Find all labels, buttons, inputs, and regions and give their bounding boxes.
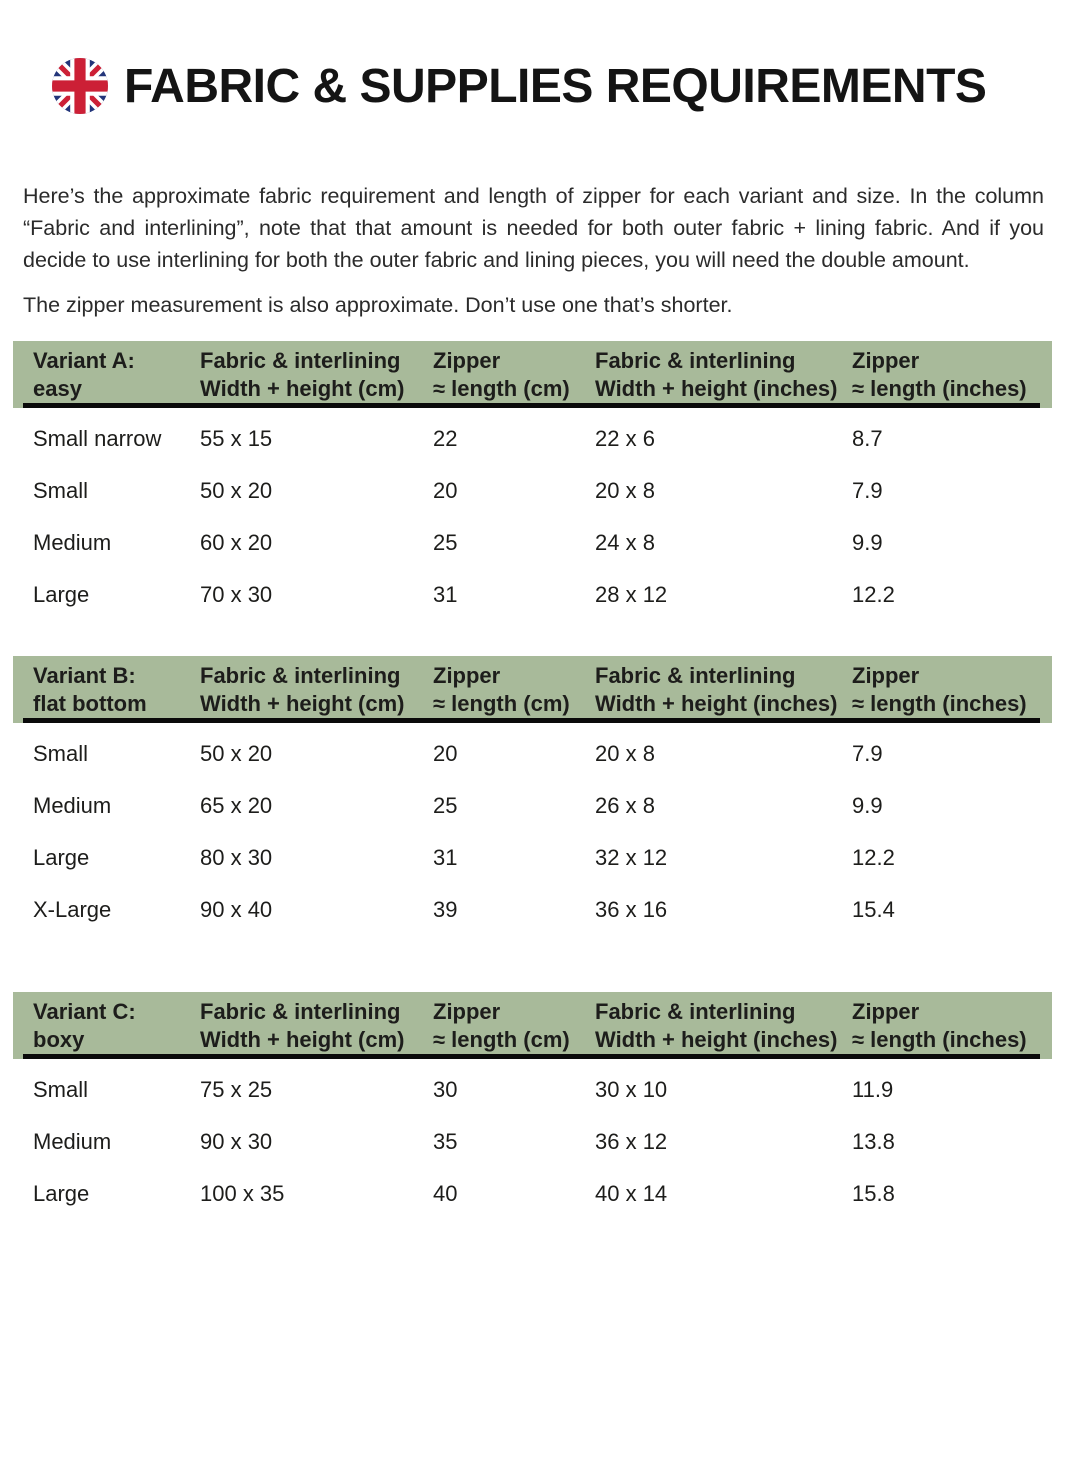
zipper-inches-header — [852, 347, 1052, 403]
zipper-cm-cell: 39 — [433, 897, 458, 922]
header-line: Fabric & interlining — [595, 348, 796, 373]
header-line: Width + height (cm) — [200, 376, 405, 401]
size-cell: Large — [33, 1181, 90, 1206]
header-line: Zipper — [852, 999, 920, 1024]
variant-name: Variant B: — [33, 663, 136, 688]
header-line: Fabric & interlining — [595, 999, 796, 1024]
header-line: ≈ length (inches) — [852, 691, 1027, 716]
zipper-cm-cell: 22 — [433, 426, 458, 451]
table-row — [13, 465, 1052, 517]
fabric-inches-cell: 26 x 8 — [595, 793, 655, 818]
variant-style: boxy — [33, 1027, 85, 1052]
table-row — [13, 1168, 1052, 1220]
zipper-cm-cell: 35 — [433, 1129, 458, 1154]
intro-text — [23, 180, 1044, 321]
header-line: Width + height (inches) — [595, 1027, 838, 1052]
zipper-cm-cell: 31 — [433, 845, 458, 870]
header-line: Width + height (cm) — [200, 1027, 405, 1052]
zipper-inches-cell: 12.2 — [852, 845, 895, 870]
header-line: Width + height (cm) — [200, 691, 405, 716]
header-line: Zipper — [852, 663, 920, 688]
size-cell: Small — [33, 1077, 89, 1102]
fabric-inches-cell: 24 x 8 — [595, 530, 655, 555]
size-cell: Large — [33, 845, 90, 870]
intro-paragraph-2: The zipper measurement is also approximate. Don’t use one that’s shorter. — [23, 293, 733, 317]
zipper-inches-header — [852, 998, 1052, 1054]
header-line: Zipper — [433, 999, 501, 1024]
variant-name: Variant A: — [33, 348, 135, 373]
header-underline — [23, 403, 1040, 408]
fabric-cm-header — [200, 347, 433, 403]
fabric-cm-cell: 50 x 20 — [200, 478, 273, 503]
fabric-inches-header — [595, 347, 852, 403]
variant-style: easy — [33, 376, 82, 401]
zipper-inches-cell: 13.8 — [852, 1129, 895, 1154]
header-line: Zipper — [433, 663, 501, 688]
intro-paragraph-1: Here’s the approximate fabric requirement and length of zipper for each variant and size. In the column “Fabric and interlining”, note that that amount is needed for both outer fabric + lining fabric. And if you decide to use interlining for both the outer fabric and lining pieces, you will need the double amount. — [23, 184, 1044, 272]
page-title: FABRIC & SUPPLIES REQUIREMENTS — [124, 59, 987, 113]
variant-b-table — [13, 656, 1052, 936]
zipper-inches-header — [852, 662, 1052, 718]
header-line: Fabric & interlining — [200, 663, 401, 688]
fabric-inches-header — [595, 662, 852, 718]
fabric-cm-cell: 65 x 20 — [200, 793, 273, 818]
size-cell: X-Large — [33, 897, 112, 922]
zipper-inches-cell: 7.9 — [852, 741, 883, 766]
fabric-cm-cell: 90 x 40 — [200, 897, 273, 922]
fabric-inches-cell: 22 x 6 — [595, 426, 655, 451]
fabric-cm-cell: 70 x 30 — [200, 582, 273, 607]
zipper-inches-cell: 15.4 — [852, 897, 895, 922]
variant-style: flat bottom — [33, 691, 147, 716]
fabric-cm-header — [200, 662, 433, 718]
zipper-inches-cell: 7.9 — [852, 478, 883, 503]
zipper-cm-cell: 31 — [433, 582, 458, 607]
zipper-cm-cell: 20 — [433, 478, 458, 503]
variant-header-cell — [13, 347, 200, 403]
fabric-inches-cell: 30 x 10 — [595, 1077, 668, 1102]
table-row — [13, 1116, 1052, 1168]
requirement-tables — [13, 341, 1052, 1220]
table-row — [13, 728, 1052, 780]
fabric-cm-cell: 90 x 30 — [200, 1129, 273, 1154]
size-cell: Medium — [33, 793, 112, 818]
header-line: ≈ length (inches) — [852, 1027, 1027, 1052]
size-cell: Small — [33, 478, 89, 503]
fabric-cm-cell: 100 x 35 — [200, 1181, 285, 1206]
fabric-inches-cell: 20 x 8 — [595, 741, 655, 766]
page-header — [52, 58, 1045, 114]
zipper-cm-cell: 25 — [433, 793, 458, 818]
table-row — [13, 832, 1052, 884]
table-row — [13, 413, 1052, 465]
size-cell: Small — [33, 741, 89, 766]
zipper-inches-cell: 15.8 — [852, 1181, 895, 1206]
fabric-cm-cell: 50 x 20 — [200, 741, 273, 766]
fabric-inches-cell: 28 x 12 — [595, 582, 668, 607]
fabric-inches-cell: 20 x 8 — [595, 478, 655, 503]
header-line: Width + height (inches) — [595, 691, 838, 716]
variant-b-header-row — [13, 656, 1052, 723]
zipper-inches-cell: 8.7 — [852, 426, 883, 451]
variant-c-table — [13, 992, 1052, 1220]
header-line: Width + height (inches) — [595, 376, 838, 401]
header-line: Fabric & interlining — [595, 663, 796, 688]
fabric-inches-cell: 36 x 12 — [595, 1129, 668, 1154]
size-cell: Medium — [33, 530, 112, 555]
variant-b-body — [13, 723, 1052, 936]
zipper-cm-header — [433, 998, 595, 1054]
table-row — [13, 884, 1052, 936]
zipper-inches-cell: 9.9 — [852, 530, 883, 555]
zipper-inches-cell: 9.9 — [852, 793, 883, 818]
zipper-cm-cell: 30 — [433, 1077, 458, 1102]
variant-a-body — [13, 408, 1052, 621]
header-line: ≈ length (cm) — [433, 691, 570, 716]
zipper-inches-cell: 11.9 — [852, 1077, 894, 1102]
zipper-inches-cell: 12.2 — [852, 582, 895, 607]
size-cell: Small narrow — [33, 426, 162, 451]
fabric-inches-header — [595, 998, 852, 1054]
table-row — [13, 569, 1052, 621]
header-underline — [23, 718, 1040, 723]
variant-header-cell — [13, 998, 200, 1054]
header-line: ≈ length (cm) — [433, 376, 570, 401]
header-line: ≈ length (cm) — [433, 1027, 570, 1052]
variant-c-body — [13, 1059, 1052, 1220]
zipper-cm-header — [433, 662, 595, 718]
uk-flag-icon — [52, 58, 108, 114]
header-line: Fabric & interlining — [200, 348, 401, 373]
header-line: Fabric & interlining — [200, 999, 401, 1024]
table-row — [13, 1064, 1052, 1116]
variant-header-cell — [13, 662, 200, 718]
size-cell: Large — [33, 582, 90, 607]
header-line: ≈ length (inches) — [852, 376, 1027, 401]
header-line: Zipper — [852, 348, 920, 373]
fabric-inches-cell: 32 x 12 — [595, 845, 668, 870]
zipper-cm-cell: 40 — [433, 1181, 458, 1206]
variant-name: Variant C: — [33, 999, 136, 1024]
variant-a-header-row — [13, 341, 1052, 408]
header-line: Zipper — [433, 348, 501, 373]
variant-c-header-row — [13, 992, 1052, 1059]
variant-a-table — [13, 341, 1052, 621]
size-cell: Medium — [33, 1129, 112, 1154]
fabric-cm-cell: 55 x 15 — [200, 426, 273, 451]
zipper-cm-cell: 20 — [433, 741, 458, 766]
fabric-cm-cell: 60 x 20 — [200, 530, 273, 555]
table-row — [13, 517, 1052, 569]
fabric-inches-cell: 36 x 16 — [595, 897, 668, 922]
document-page — [0, 58, 1065, 1220]
fabric-inches-cell: 40 x 14 — [595, 1181, 668, 1206]
fabric-cm-cell: 80 x 30 — [200, 845, 273, 870]
fabric-cm-cell: 75 x 25 — [200, 1077, 273, 1102]
zipper-cm-cell: 25 — [433, 530, 458, 555]
header-underline — [23, 1054, 1040, 1059]
zipper-cm-header — [433, 347, 595, 403]
fabric-cm-header — [200, 998, 433, 1054]
table-row — [13, 780, 1052, 832]
